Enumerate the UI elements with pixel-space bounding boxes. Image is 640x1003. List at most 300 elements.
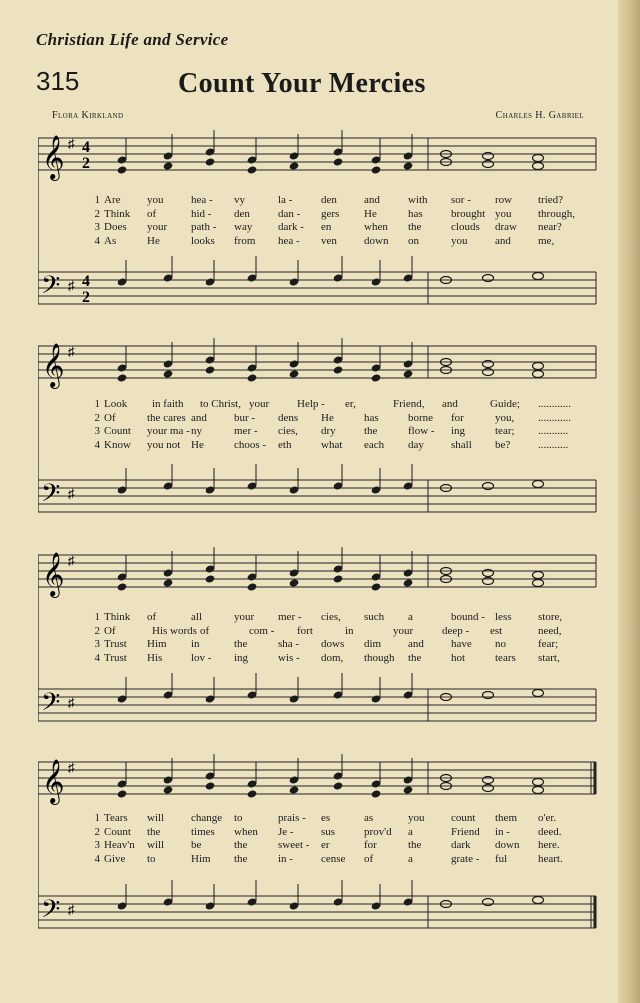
lyric-syllable: the cares bbox=[147, 411, 186, 424]
half-note-head bbox=[483, 578, 494, 585]
lyric-syllable: dry bbox=[321, 425, 336, 437]
lyric-syllable: choos - bbox=[234, 438, 267, 451]
lyric-syllable: He bbox=[364, 207, 377, 220]
note-head bbox=[205, 365, 216, 374]
lyric-syllable: sha - bbox=[278, 638, 300, 650]
half-note-head bbox=[533, 371, 544, 378]
note-head bbox=[333, 574, 344, 583]
bass-clef-icon: 𝄢 bbox=[41, 895, 61, 930]
time-signature: 2 bbox=[82, 155, 90, 172]
lyric-syllable: of bbox=[200, 624, 210, 637]
verse-number: 3 bbox=[94, 839, 100, 851]
sharp-icon: ♯ bbox=[68, 136, 75, 151]
hymn-title: Count Your Mercies bbox=[178, 68, 426, 99]
lyric-syllable: times bbox=[191, 825, 215, 838]
lyric-syllable: Guide; bbox=[490, 398, 520, 410]
treble-staff bbox=[38, 130, 596, 181]
lyric-syllable: way bbox=[234, 221, 253, 233]
lyric-syllable: the bbox=[234, 852, 248, 865]
lyric-syllable: ........... bbox=[538, 438, 569, 451]
lyric-syllable: Of bbox=[104, 624, 116, 637]
lyric-syllable: en bbox=[321, 221, 332, 233]
treble-clef-icon: 𝄞 bbox=[42, 759, 65, 803]
note-head bbox=[247, 789, 258, 798]
lyric-syllable: your bbox=[234, 611, 255, 623]
lyric-syllable: will bbox=[147, 839, 165, 851]
note-head bbox=[247, 165, 258, 174]
lyric-syllable: in - bbox=[278, 852, 293, 865]
lyric-syllable: er, bbox=[345, 398, 356, 410]
verse-number: 2 bbox=[94, 825, 100, 838]
lyric-syllable: to bbox=[147, 852, 156, 865]
lyric-syllable: dan - bbox=[278, 207, 301, 220]
hymn-number: 315 bbox=[36, 66, 80, 96]
note-head bbox=[289, 578, 300, 587]
note-head bbox=[163, 369, 174, 378]
section-title: Christian Life and Service bbox=[36, 30, 229, 49]
lyric-syllable: from bbox=[234, 234, 256, 247]
lyric-syllable: has bbox=[364, 411, 379, 424]
lyric-syllable: in - bbox=[495, 825, 510, 838]
lyric-syllable: a bbox=[408, 611, 413, 623]
lyric-syllable: the bbox=[408, 651, 422, 664]
note-head bbox=[205, 157, 216, 166]
treble-clef-icon: 𝄞 bbox=[42, 343, 65, 387]
half-note-head bbox=[483, 692, 494, 699]
lyric-syllable: Count bbox=[104, 425, 131, 437]
lyric-syllable: Friend bbox=[451, 825, 480, 838]
lyric-syllable: mer - bbox=[234, 425, 258, 437]
sharp-icon: ♯ bbox=[68, 695, 75, 710]
lyric-syllable: dim bbox=[364, 638, 382, 650]
sharp-icon: ♯ bbox=[68, 486, 75, 501]
note-head bbox=[403, 578, 414, 587]
half-note-head bbox=[483, 785, 494, 792]
half-note-head bbox=[533, 481, 544, 488]
lyric-syllable: heart. bbox=[538, 852, 563, 865]
lyric-syllable: ........... bbox=[538, 425, 569, 437]
time-signature: 2 bbox=[82, 289, 90, 306]
lyric-line bbox=[38, 853, 598, 867]
lyric-syllable: hea - bbox=[278, 234, 300, 247]
lyric-syllable: Does bbox=[104, 221, 127, 233]
note-head bbox=[205, 574, 216, 583]
note-head bbox=[403, 785, 414, 794]
music-system-3 bbox=[38, 545, 598, 735]
half-note-head bbox=[483, 899, 494, 906]
note-head bbox=[163, 785, 174, 794]
note-head bbox=[247, 582, 258, 591]
bass-clef-icon: 𝄢 bbox=[41, 271, 61, 306]
lyric-syllable: den bbox=[234, 207, 250, 220]
lyric-syllable: Are bbox=[104, 194, 121, 206]
lyric-line bbox=[38, 839, 598, 853]
lyric-syllable: the bbox=[364, 425, 378, 437]
lyrics-system-4 bbox=[38, 812, 598, 866]
note-head bbox=[117, 373, 128, 382]
lyric-syllable: tried? bbox=[538, 194, 564, 206]
verse-number: 4 bbox=[94, 651, 100, 664]
lyric-syllable: have bbox=[451, 638, 472, 650]
lyric-syllable: As bbox=[104, 234, 117, 247]
lyric-syllable: Him bbox=[147, 638, 167, 650]
note-head bbox=[371, 582, 382, 591]
bass-staff bbox=[38, 673, 596, 723]
lyric-syllable: for bbox=[451, 411, 464, 424]
lyrics-system-2 bbox=[38, 398, 598, 452]
lyric-syllable: down bbox=[364, 234, 389, 247]
lyric-syllable: His words bbox=[152, 624, 197, 637]
verse-number: 2 bbox=[94, 207, 100, 220]
lyric-line bbox=[38, 194, 598, 208]
lyric-syllable: He bbox=[321, 411, 334, 424]
lyric-syllable: path - bbox=[191, 221, 217, 233]
lyric-syllable: sor - bbox=[451, 194, 471, 206]
lyric-syllable: dom, bbox=[321, 651, 344, 664]
lyric-syllable: will bbox=[147, 812, 165, 824]
lyric-syllable: Je - bbox=[278, 825, 294, 838]
lyric-syllable: dark bbox=[451, 839, 471, 851]
lyric-syllable: dens bbox=[278, 411, 299, 424]
lyric-syllable: prov'd bbox=[364, 825, 392, 838]
sharp-icon: ♯ bbox=[68, 278, 75, 293]
half-note-head bbox=[483, 369, 494, 376]
lyric-syllable: prais - bbox=[278, 812, 306, 824]
lyric-syllable: me, bbox=[538, 234, 555, 247]
lyric-syllable: the bbox=[408, 221, 422, 233]
time-signature: 4 bbox=[82, 139, 90, 156]
lyric-syllable: cies, bbox=[321, 611, 341, 623]
note-head bbox=[371, 789, 382, 798]
lyric-syllable: less bbox=[495, 611, 512, 623]
lyric-syllable: fort bbox=[297, 624, 313, 637]
lyric-syllable: fear; bbox=[538, 638, 559, 650]
lyric-syllable: hea - bbox=[191, 194, 213, 206]
lyric-syllable: as bbox=[364, 812, 374, 824]
lyric-syllable: in bbox=[191, 638, 200, 650]
lyric-syllable: tear; bbox=[495, 425, 515, 437]
lyric-syllable: ............ bbox=[538, 411, 571, 424]
note-head bbox=[163, 161, 174, 170]
verse-number: 2 bbox=[94, 411, 100, 424]
verse-number: 3 bbox=[94, 221, 100, 233]
lyric-line bbox=[38, 221, 598, 235]
treble-clef-icon: 𝄞 bbox=[42, 135, 65, 179]
lyric-syllable: ............ bbox=[538, 398, 571, 410]
lyric-syllable: the bbox=[147, 825, 161, 838]
lyric-syllable: Heav'n bbox=[104, 839, 135, 851]
half-note-head bbox=[483, 275, 494, 282]
lyric-syllable: your bbox=[393, 624, 414, 637]
lyric-syllable: la - bbox=[278, 194, 293, 206]
half-note-head bbox=[533, 163, 544, 170]
lyric-syllable: flow - bbox=[408, 425, 435, 437]
lyric-syllable: clouds bbox=[451, 221, 480, 233]
note-head bbox=[117, 582, 128, 591]
lyric-syllable: with bbox=[408, 194, 428, 206]
lyric-line bbox=[38, 208, 598, 222]
lyrics-system-3 bbox=[38, 611, 598, 665]
lyric-line bbox=[38, 652, 598, 666]
note-head bbox=[117, 789, 128, 798]
lyric-syllable: brought bbox=[451, 207, 486, 220]
lyric-syllable: your bbox=[249, 398, 270, 410]
lyric-syllable: ing bbox=[451, 425, 466, 437]
half-note-head bbox=[533, 273, 544, 280]
lyric-line bbox=[38, 425, 598, 439]
verse-number: 4 bbox=[94, 234, 100, 247]
verse-number: 4 bbox=[94, 438, 100, 451]
lyric-syllable: o'er. bbox=[538, 812, 557, 824]
lyric-syllable: and bbox=[495, 234, 511, 247]
half-note-head bbox=[483, 361, 494, 368]
lyric-syllable: count bbox=[451, 812, 476, 824]
note-head bbox=[333, 157, 344, 166]
lyric-syllable: His bbox=[147, 651, 163, 664]
lyric-line bbox=[38, 812, 598, 826]
half-note-head bbox=[483, 570, 494, 577]
lyric-syllable: your bbox=[147, 221, 168, 233]
lyric-syllable: cense bbox=[321, 852, 346, 865]
lyric-line bbox=[38, 398, 598, 412]
lyric-syllable: Count bbox=[104, 825, 131, 838]
lyric-syllable: looks bbox=[191, 234, 215, 247]
verse-number: 1 bbox=[94, 611, 100, 623]
lyric-syllable: ing bbox=[234, 651, 249, 664]
lyric-syllable: you bbox=[408, 812, 425, 824]
lyric-syllable: though bbox=[364, 651, 395, 664]
lyric-syllable: He bbox=[191, 438, 204, 451]
lyric-syllable: den bbox=[321, 194, 337, 206]
composer-credit: Charles H. Gabriel bbox=[495, 110, 584, 121]
lyric-syllable: Friend, bbox=[393, 398, 425, 410]
lyric-line bbox=[38, 611, 598, 625]
verse-number: 4 bbox=[94, 852, 100, 865]
lyric-syllable: wis - bbox=[278, 651, 300, 664]
lyric-syllable: Think bbox=[104, 207, 131, 220]
treble-staff bbox=[38, 754, 596, 805]
lyric-syllable: gers bbox=[321, 207, 340, 220]
music-system-1 bbox=[38, 128, 598, 318]
lyric-syllable: of bbox=[147, 611, 157, 623]
lyric-syllable: start, bbox=[538, 651, 560, 664]
bass-clef-icon: 𝄢 bbox=[41, 688, 61, 723]
lyric-syllable: deed. bbox=[538, 825, 562, 838]
lyric-line bbox=[38, 638, 598, 652]
lyric-syllable: be? bbox=[495, 438, 511, 451]
lyric-syllable: ven bbox=[321, 234, 337, 247]
time-signature: 4 bbox=[82, 273, 90, 290]
sharp-icon: ♯ bbox=[68, 760, 75, 775]
lyric-syllable: draw bbox=[495, 221, 517, 233]
lyric-syllable: you not bbox=[147, 438, 181, 451]
page-edge bbox=[618, 0, 640, 1003]
lyric-syllable: dows bbox=[321, 638, 345, 650]
lyric-syllable: change bbox=[191, 812, 223, 824]
lyric-syllable: row bbox=[495, 194, 513, 206]
bass-staff bbox=[38, 256, 596, 306]
lyric-syllable: the bbox=[408, 839, 422, 851]
note-head bbox=[289, 161, 300, 170]
lyric-syllable: Of bbox=[104, 411, 116, 424]
sharp-icon: ♯ bbox=[68, 344, 75, 359]
lyrics-system-1 bbox=[38, 194, 598, 248]
lyric-syllable: eth bbox=[278, 438, 292, 451]
lyric-syllable: Think bbox=[104, 611, 131, 623]
lyric-syllable: bur - bbox=[234, 411, 256, 424]
lyric-syllable: and bbox=[442, 398, 458, 410]
lyric-syllable: Trust bbox=[104, 638, 127, 650]
lyric-syllable: your ma - bbox=[147, 425, 190, 437]
note-head bbox=[333, 365, 344, 374]
lyric-syllable: on bbox=[408, 234, 419, 247]
lyric-syllable: when bbox=[364, 221, 388, 233]
lyric-syllable: to bbox=[234, 812, 243, 824]
note-head bbox=[371, 373, 382, 382]
note-head bbox=[289, 369, 300, 378]
lyric-syllable: grate - bbox=[451, 852, 480, 865]
lyric-syllable: borne bbox=[408, 411, 434, 424]
note-head bbox=[247, 373, 258, 382]
lyric-syllable: lov - bbox=[191, 651, 212, 664]
lyric-syllable: sweet - bbox=[278, 839, 310, 851]
verse-number: 3 bbox=[94, 425, 100, 437]
note-head bbox=[163, 578, 174, 587]
lyric-syllable: Trust bbox=[104, 651, 127, 664]
treble-staff bbox=[38, 338, 596, 389]
lyric-line bbox=[38, 625, 598, 639]
author-credit: Flora Kirkland bbox=[52, 110, 124, 121]
music-system-4 bbox=[38, 752, 598, 942]
lyric-syllable: you, bbox=[495, 411, 515, 424]
music-system-2 bbox=[38, 336, 598, 526]
lyric-syllable: for bbox=[364, 839, 377, 851]
lyric-syllable: you bbox=[147, 194, 164, 206]
lyric-syllable: all bbox=[191, 611, 202, 623]
lyric-syllable: deep - bbox=[442, 624, 470, 637]
lyric-syllable: in faith bbox=[152, 398, 184, 410]
verse-number: 3 bbox=[94, 638, 100, 650]
sharp-icon: ♯ bbox=[68, 553, 75, 568]
half-note-head bbox=[533, 572, 544, 579]
lyric-line bbox=[38, 235, 598, 249]
lyric-syllable: store, bbox=[538, 611, 563, 623]
lyric-syllable: here. bbox=[538, 839, 560, 851]
lyric-syllable: dark - bbox=[278, 221, 304, 233]
lyric-syllable: be bbox=[191, 839, 202, 851]
lyric-syllable: Tears bbox=[104, 812, 128, 824]
lyric-syllable: you bbox=[451, 234, 468, 247]
note-head bbox=[117, 165, 128, 174]
lyric-syllable: when bbox=[234, 825, 258, 838]
lyric-syllable: has bbox=[408, 207, 423, 220]
note-head bbox=[403, 161, 414, 170]
half-note-head bbox=[533, 580, 544, 587]
lyric-syllable: you bbox=[495, 207, 512, 220]
lyric-syllable: Him bbox=[191, 852, 211, 865]
lyric-syllable: through, bbox=[538, 207, 575, 220]
lyric-syllable: need, bbox=[538, 624, 562, 637]
lyric-syllable: cies, bbox=[278, 425, 298, 437]
lyric-syllable: es bbox=[321, 812, 331, 824]
lyric-syllable: near? bbox=[538, 221, 562, 233]
bass-clef-icon: 𝄢 bbox=[41, 479, 61, 514]
lyric-syllable: and bbox=[364, 194, 380, 206]
lyric-syllable: to Christ, bbox=[200, 398, 241, 410]
lyric-syllable: sus bbox=[321, 825, 336, 838]
verse-number: 1 bbox=[94, 812, 100, 824]
lyric-syllable: what bbox=[321, 438, 343, 451]
lyric-syllable: Help - bbox=[297, 398, 325, 410]
lyric-syllable: est bbox=[490, 624, 503, 637]
half-note-head bbox=[533, 690, 544, 697]
lyric-syllable: He bbox=[147, 234, 160, 247]
lyric-syllable: them bbox=[495, 812, 517, 824]
verse-number: 1 bbox=[94, 194, 100, 206]
lyric-syllable: Give bbox=[104, 852, 126, 865]
lyric-line bbox=[38, 826, 598, 840]
lyric-syllable: and bbox=[408, 638, 424, 650]
half-note-head bbox=[483, 483, 494, 490]
lyric-syllable: no bbox=[495, 638, 506, 650]
lyric-line bbox=[38, 412, 598, 426]
treble-staff bbox=[38, 547, 596, 598]
lyric-syllable: and bbox=[191, 411, 207, 424]
lyric-syllable: Look bbox=[104, 398, 128, 410]
lyric-syllable: tears bbox=[495, 651, 516, 664]
lyric-syllable: er bbox=[321, 839, 330, 851]
lyric-line bbox=[38, 439, 598, 453]
lyric-syllable: down bbox=[495, 839, 520, 851]
lyric-syllable: of bbox=[147, 207, 157, 220]
lyric-syllable: in bbox=[345, 624, 354, 637]
lyric-syllable: com - bbox=[249, 624, 275, 637]
lyric-syllable: shall bbox=[451, 438, 472, 451]
note-head bbox=[371, 165, 382, 174]
lyric-syllable: of bbox=[364, 852, 374, 865]
lyric-syllable: a bbox=[408, 852, 413, 865]
half-note-head bbox=[533, 779, 544, 786]
half-note-head bbox=[533, 155, 544, 162]
lyric-syllable: ny bbox=[191, 425, 202, 437]
half-note-head bbox=[533, 897, 544, 904]
note-head bbox=[333, 781, 344, 790]
lyric-syllable: the bbox=[234, 638, 248, 650]
lyric-syllable: Know bbox=[104, 438, 131, 451]
lyric-syllable: each bbox=[364, 438, 385, 451]
half-note-head bbox=[533, 363, 544, 370]
verse-number: 1 bbox=[94, 398, 100, 410]
lyric-syllable: hot bbox=[451, 651, 466, 664]
treble-clef-icon: 𝄞 bbox=[42, 552, 65, 596]
note-head bbox=[205, 781, 216, 790]
note-head bbox=[403, 369, 414, 378]
lyric-syllable: bound - bbox=[451, 611, 485, 623]
bass-staff bbox=[38, 464, 596, 514]
half-note-head bbox=[533, 787, 544, 794]
verse-number: 2 bbox=[94, 624, 100, 637]
lyric-syllable: hid - bbox=[191, 207, 212, 220]
sharp-icon: ♯ bbox=[68, 902, 75, 917]
lyric-syllable: the bbox=[234, 839, 248, 851]
lyric-syllable: ful bbox=[495, 852, 508, 865]
lyric-syllable: day bbox=[408, 438, 424, 451]
note-head bbox=[289, 785, 300, 794]
bass-staff bbox=[38, 880, 596, 930]
lyric-syllable: mer - bbox=[278, 611, 302, 623]
lyric-syllable: a bbox=[408, 825, 413, 838]
half-note-head bbox=[483, 777, 494, 784]
